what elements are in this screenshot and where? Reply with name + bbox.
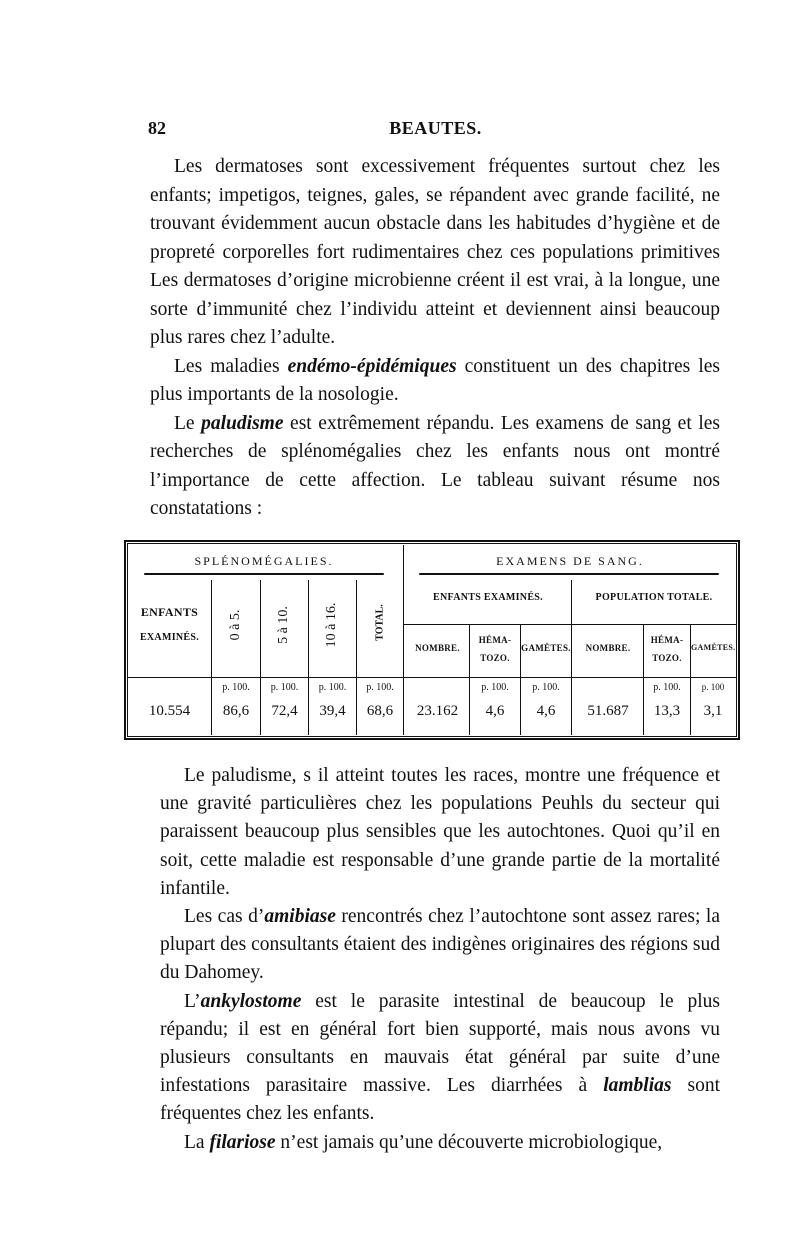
- header-ornament: [419, 573, 719, 575]
- paragraph: Les dermatoses sont excessivement fréquentes surtout chez les enfants; impetigos, teignes, gales, se répandent avec grande facilité, ne trouvant évidemment aucun obstacle dans les habitudes d’hygiène et de propreté corporelles fort rudimentaires chez ces populations primitives Les dermatoses d’origine microbienne créent il est vrai, à la longue, une sorte d’immunité chez l’individu atteint et deviennent ainsi beaucoup plus rares chez l’adulte.: [150, 156, 720, 348]
- col-header-hema: HÉMA-: [478, 635, 512, 645]
- italic-term: paludisme: [201, 412, 284, 434]
- value-10-a-16: 39,4: [319, 703, 346, 719]
- page-number: 82: [148, 118, 166, 138]
- text-run: Les maladies: [174, 355, 288, 377]
- paragraph: Le paludisme, s il atteint toutes les races, montre une fréquence et une gravité particulières chez les populations Peuhls du secteur qui paraissent beaucoup plus sensibles que les autochtones. Quoi qu’il en soit, cette maladie est responsable d’une grande partie de la mortalité infantile.: [160, 765, 720, 899]
- unit-label: p. 100.: [653, 682, 681, 693]
- value-hematozo-population: 13,3: [653, 703, 681, 719]
- running-title: BEAUTES.: [389, 118, 482, 138]
- text-run: La: [184, 1131, 210, 1153]
- text-run: Les cas d’: [184, 906, 265, 928]
- column-divider: [571, 580, 572, 735]
- value-enfants-examines: 10.554: [148, 703, 191, 719]
- paragraph: [160, 1129, 720, 1157]
- col-header-hema: HÉMA-: [650, 635, 684, 645]
- value-nombre-enfants: 23.162: [416, 703, 459, 719]
- unit-label: p. 100.: [222, 682, 250, 693]
- col-header-examines: EXAMINÉS.: [139, 632, 200, 643]
- value-gametes-population: 3,1: [703, 703, 723, 719]
- running-header: [148, 118, 723, 144]
- value-5-a-10: 72,4: [271, 703, 298, 719]
- value-nombre-population: 51.687: [587, 703, 629, 719]
- text-run: sont fréquentes chez les enfants.: [160, 1075, 720, 1125]
- unit-label: p. 100.: [366, 682, 394, 693]
- header-ornament: [144, 573, 384, 575]
- col-header-tozo: TOZO.: [480, 653, 510, 663]
- row-divider: [404, 624, 736, 625]
- text-run: rencontrés chez l’autochtone sont assez rares; la plupart des consultants étaient des indigènes originaires des régions sud du Dahomey.: [160, 906, 720, 984]
- text-block-top: [150, 153, 720, 538]
- text-run: L’: [184, 990, 201, 1012]
- paragraph: [160, 988, 720, 1129]
- text-run: est extrêmement répandu. Les examens de sang et les recherches de splénomégalies chez les enfants nous ont montré l’importance de cette affection. Le tableau suivant résume nos constatations :: [150, 412, 720, 519]
- value-0-a-5: 86,6: [222, 703, 250, 719]
- col-header-nombre: NOMBRE.: [585, 643, 631, 653]
- subheader-population-totale: POPULATION TOTALE.: [595, 592, 713, 603]
- unit-label: p. 100.: [532, 682, 560, 693]
- italic-term: ankylostome: [200, 990, 302, 1012]
- text-run: n’est jamais qu’une découverte microbiologique,: [275, 1131, 663, 1153]
- value-total: 68,6: [366, 703, 394, 719]
- value-gametes-enfants: 4,6: [536, 703, 556, 719]
- col-header-tozo: TOZO.: [652, 653, 682, 663]
- row-divider: [128, 677, 736, 678]
- subheader-enfants-examines: ENFANTS EXAMINÉS.: [433, 592, 543, 603]
- col-header-5-a-10: 5 à 10.: [276, 606, 291, 644]
- unit-label: p. 100: [701, 682, 725, 692]
- unit-label: p. 100.: [481, 682, 509, 693]
- paragraph: [150, 410, 720, 524]
- text-run: Le: [174, 412, 202, 434]
- text-run: est le parasite intestinal de beaucoup le plus répandu; il est en général fort bien supporté, mais nous avons vu plusieurs consultants en mauvais état général par suite d’une infestations parasitaire massive. Les diarrhées à: [160, 990, 720, 1097]
- col-header-nombre: NOMBRE.: [415, 643, 460, 653]
- text-run: constituent un des chapitres les plus importants de la nosologie.: [150, 355, 720, 405]
- paragraph: [160, 903, 720, 988]
- data-table: [124, 540, 740, 740]
- col-header-0-a-5: 0 à 5.: [228, 609, 243, 641]
- group-header-splenomegalies: SPLÉNOMÉGALIES.: [194, 554, 334, 568]
- italic-term: filariose: [209, 1131, 276, 1153]
- unit-label: p. 100.: [270, 682, 299, 693]
- unit-label: p. 100.: [318, 682, 347, 693]
- value-hematozo-enfants: 4,6: [485, 703, 505, 719]
- italic-term: lamblias: [603, 1075, 672, 1097]
- text-block-bottom: [160, 762, 720, 1153]
- col-header-gametes: GAMÈTES.: [521, 643, 571, 653]
- col-header-total: TOTAL.: [374, 604, 386, 641]
- paragraph: [150, 353, 720, 410]
- italic-term: endémo-épidémiques: [287, 355, 457, 377]
- col-header-10-a-16: 10 à 16.: [324, 602, 339, 648]
- col-header-enfants: ENFANTS: [140, 605, 199, 619]
- col-header-gametes: GAMÈTES.: [691, 643, 736, 652]
- group-header-examens: EXAMENS DE SANG.: [496, 554, 644, 568]
- italic-term: amibiase: [264, 906, 336, 928]
- column-divider: [403, 545, 404, 735]
